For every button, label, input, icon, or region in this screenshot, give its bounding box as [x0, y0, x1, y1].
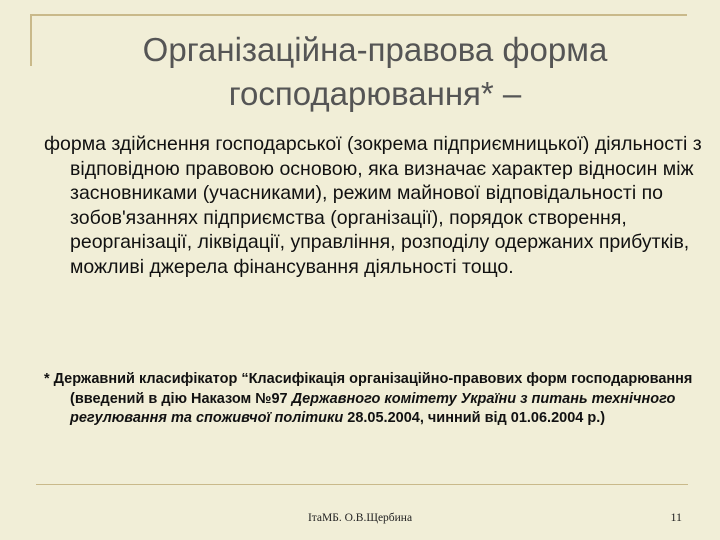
footnote-suffix: 28.05.2004, чинний від 01.06.2004 р.): [343, 410, 606, 426]
footer-author: ІтаМБ. О.В.Щербина: [307, 512, 413, 524]
corner-rule-horizontal: [30, 14, 687, 16]
footer-rule: [36, 484, 688, 485]
slide-title-line1: Організаційна-правова форма: [142, 31, 608, 68]
footnote: [44, 370, 710, 429]
slide-title: [40, 28, 710, 116]
corner-rule-vertical: [30, 14, 32, 66]
definition-text: форма здійснення господарської (зокрема підприємницької) діяльності з відповідною правовою основою, яка визначає характер відносин між засновниками (учасниками), режим майнової відповідальності по зобов'язаннях підприємства (організації), порядок створення, реорганізації, ліквідації, управління, розподілу одержаних прибутків, можливі джерела фінансування діяльності тощо.: [44, 133, 702, 278]
slide-title-line2: господарювання* –: [228, 75, 522, 112]
footnote-prefix: * Державний класифікатор “Класифікація організаційно-правових форм господарювання (введений в дію Наказом №97: [44, 371, 693, 407]
footnote-emphasis: Державного комітету України з питань технічного регулювання та споживчої політики: [70, 390, 676, 426]
page-number: 11: [670, 510, 682, 524]
